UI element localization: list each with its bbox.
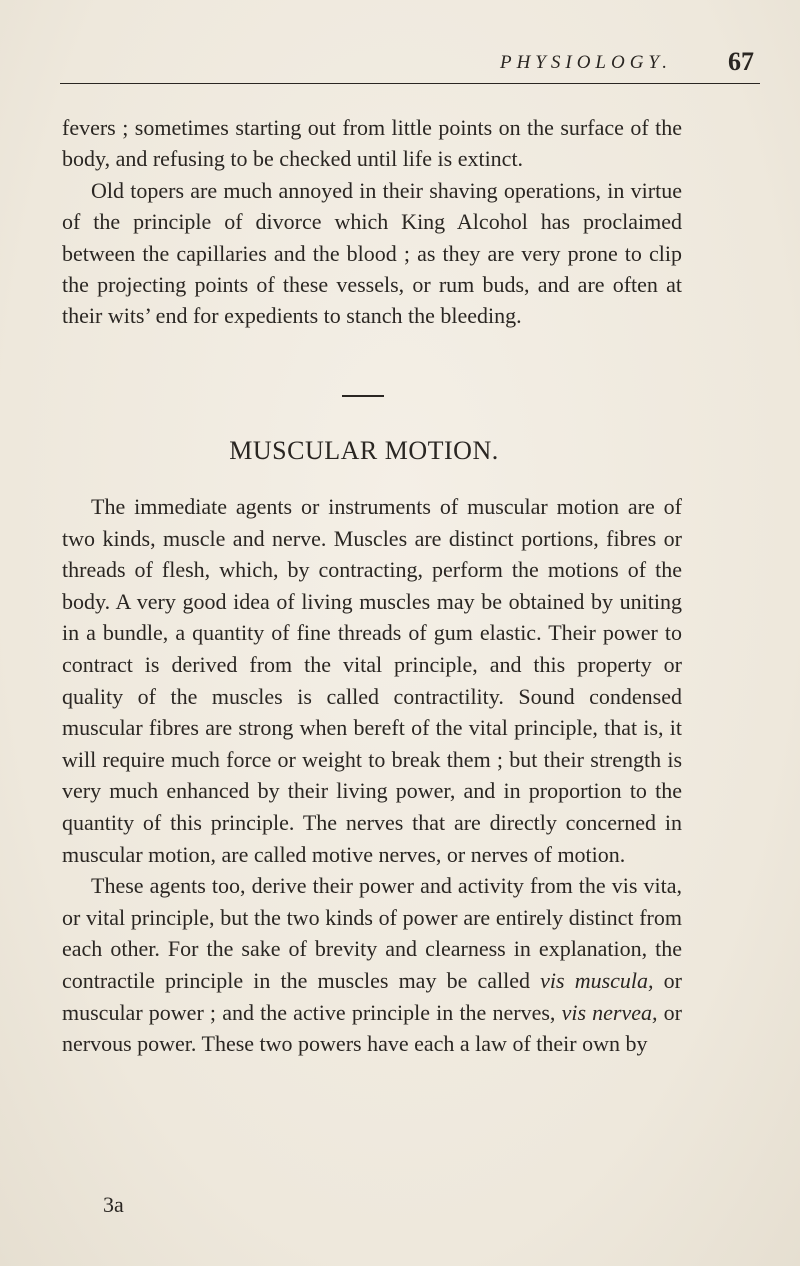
section-divider [342,395,384,397]
paragraph-text: These agents too, derive their power and activity from the vis vita, or vital principle, but the two kinds of power are entirely distinct from each other. For the sake of brevity and clearness in explanation, the contractile principle in the muscles may be called [62,873,682,993]
italic-term-vis-muscula: vis muscula, [540,967,654,993]
paragraph-these-agents [62,870,682,1060]
running-head [60,47,760,90]
paragraph-immediate-agents: The immediate agents or instruments of muscular motion are of two kinds, muscle and nerve. Muscles are distinct portions, fibres or threads of flesh, which, by contracting, perform the motions of the body. A very good idea of living muscles may be obtained by uniting in a bundle, a quantity of fine threads of gum elastic. Their power to contract is derived from the vital principle, and this property or quality of the muscles is called contractility. Sound condensed muscular fibres are strong when bereft of the vital principle, that is, it will require much force or weight to break them ; but their strength is very much enhanced by their living power, and in proportion to the quantity of this principle. The nerves that are directly concerned in muscular motion, are called motive nerves, or nerves of motion. [62,494,682,867]
main-text-block [62,491,682,1060]
paragraph-text: or nervous power. These two powers have each a law of their own by [62,999,682,1057]
paragraph-old-topers: Old topers are much annoyed in their shaving operations, in virtue of the principle of divorce which King Alcohol has proclaimed between the capillaries and the blood ; as they are very prone to clip the projecting points of these vessels, or rum buds, and are often at their wits’ end for expedients to stanch the bleeding. [62,177,682,329]
signature-mark: 3a [103,1192,124,1217]
italic-term-vis-nervea: vis nervea, [561,999,658,1025]
header-rule [60,83,760,84]
paragraph-text: or muscular power ; and the active principle in the nerves, [62,967,683,1025]
running-title: PHYSIOLOGY. [499,52,672,73]
section-heading: MUSCULAR MOTION. [229,436,499,465]
continued-paragraph: fevers ; sometimes starting out from little points on the surface of the body, and refusing to be checked until life is extinct. [62,115,682,172]
page-number: 67 [728,47,754,76]
top-text-block [62,112,682,332]
